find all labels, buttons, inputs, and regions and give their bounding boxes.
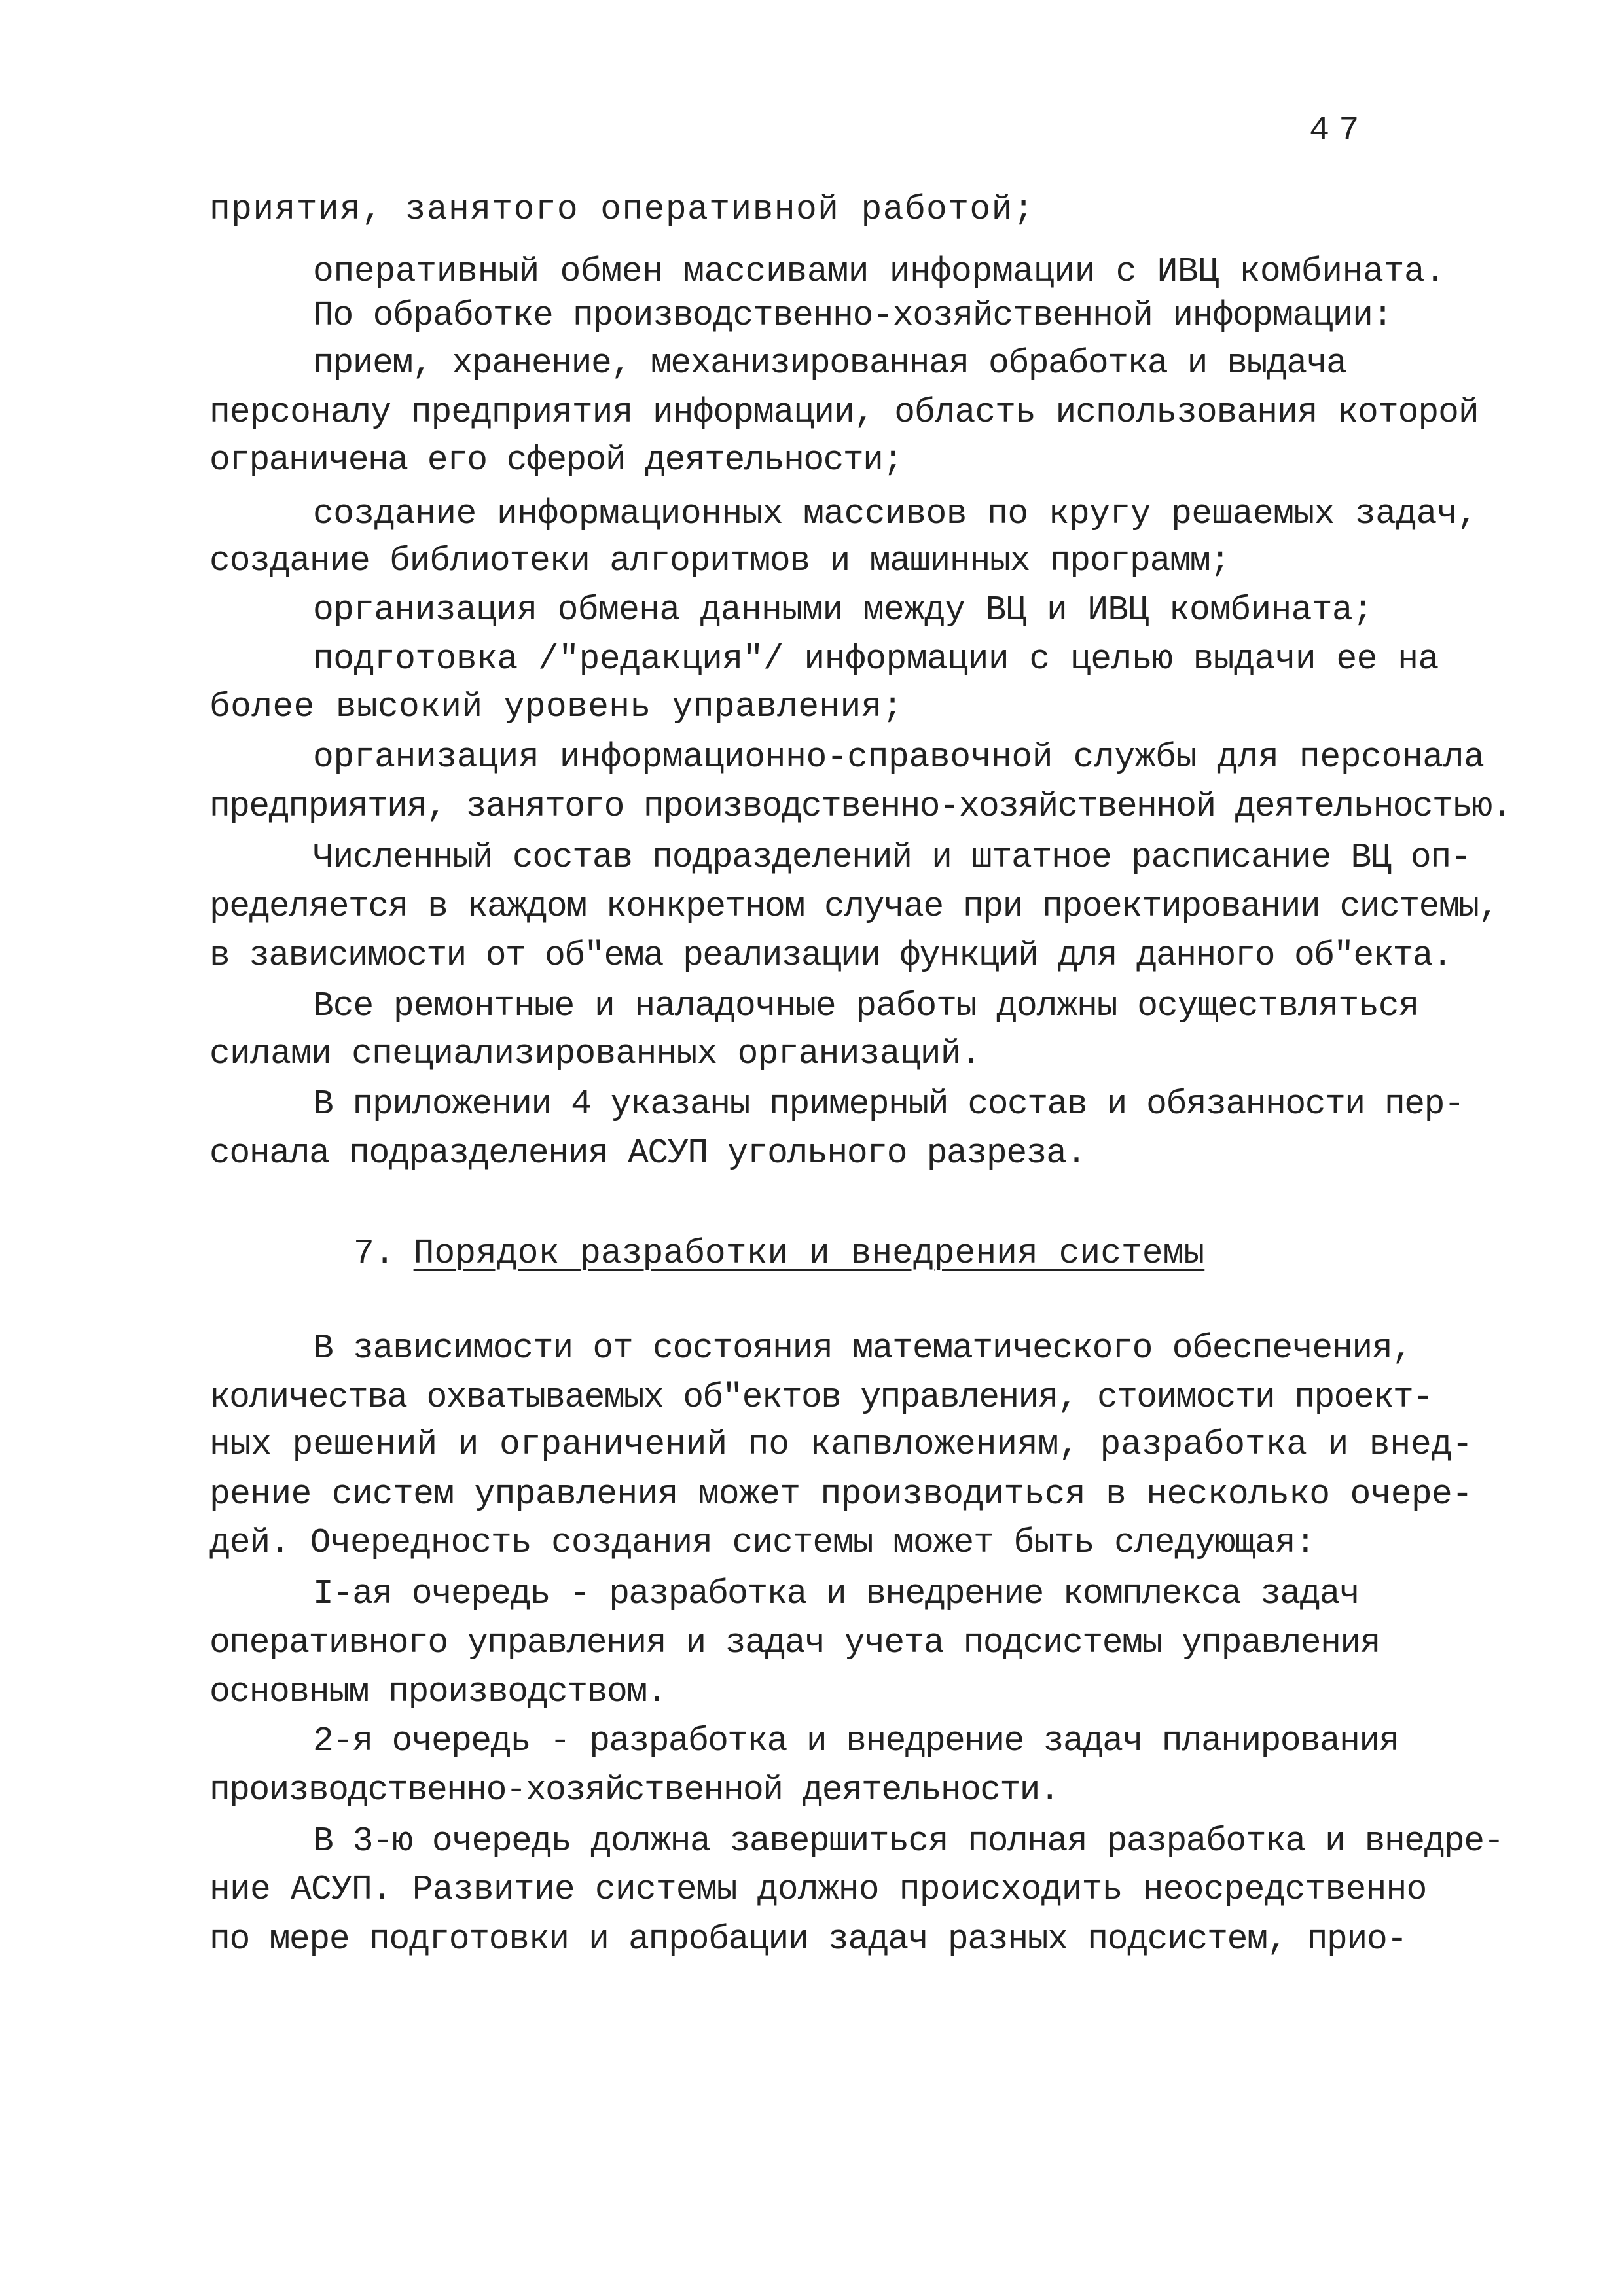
- text-line: Все ремонтные и наладочные работы должны осуществляться: [313, 986, 1419, 1026]
- text-line: в зависимости от об"ема реализации функций для данного об"екта.: [209, 936, 1453, 975]
- text-line: ние АСУП. Развитие системы должно происходить неосредственно: [209, 1870, 1427, 1909]
- page-number: 47: [1309, 111, 1369, 150]
- text-line: силами специализированных организаций.: [209, 1034, 981, 1073]
- text-line: В приложении 4 указаны примерный состав и обязанности пер-: [313, 1085, 1464, 1124]
- text-line: В 3-ю очередь должна завершиться полная разработка и внедре-: [313, 1821, 1504, 1861]
- text-line: оперативный обмен массивами информации с ИВЦ комбината.: [313, 252, 1445, 291]
- text-line: предприятия, занятого производственно-хозяйственной деятельностью.: [209, 787, 1511, 826]
- section-number: 7.: [353, 1234, 395, 1273]
- text-line: производственно-хозяйственной деятельности.: [209, 1770, 1060, 1810]
- section-title: Порядок разработки и внедрения системы: [413, 1234, 1205, 1273]
- text-line: дей. Очередность создания системы может быть следующая:: [209, 1523, 1316, 1562]
- text-line: создание библиотеки алгоритмов и машинных программ;: [209, 541, 1230, 581]
- text-line: организация обмена данными между ВЦ и ИВЦ комбината;: [313, 590, 1373, 630]
- text-line: ограничена его сферой деятельности;: [209, 440, 903, 480]
- text-line: персоналу предприятия информации, область использования которой: [209, 393, 1479, 432]
- text-line: рение систем управления может производиться в несколько очере-: [209, 1475, 1473, 1514]
- text-line: В зависимости от состояния математического обеспечения,: [313, 1329, 1413, 1368]
- text-line: создание информационных массивов по кругу решаемых задач,: [313, 494, 1478, 533]
- text-line: сонала подразделения АСУП угольного разреза.: [209, 1134, 1087, 1173]
- text-line: I-ая очередь - разработка и внедрение комплекса задач: [313, 1574, 1360, 1613]
- text-line: по мере подготовки и апробации задач разных подсистем, прио-: [209, 1920, 1407, 1959]
- text-line: более высокий уровень управления;: [209, 687, 903, 726]
- text-line: организация информационно-справочной службы для персонала: [313, 738, 1485, 777]
- text-line: По обработке производственно-хозяйственной информации:: [313, 296, 1393, 335]
- text-line: оперативного управления и задач учета подсистемы управления: [209, 1623, 1380, 1662]
- text-line: Численный состав подразделений и штатное расписание ВЦ оп-: [313, 838, 1471, 877]
- section-heading: [353, 1230, 1204, 1276]
- text-line: ределяется в каждом конкретном случае при проектировании системы,: [209, 887, 1498, 926]
- text-line: 2-я очередь - разработка и внедрение задач планирования: [313, 1721, 1399, 1761]
- text-line: ных решений и ограничений по капвложениям, разработка и внед-: [209, 1425, 1473, 1464]
- text-line: прием, хранение, механизированная обработка и выдача: [313, 344, 1346, 383]
- text-line: приятия, занятого оперативной работой;: [209, 190, 1035, 229]
- text-line: количества охватываемых об"ектов управления, стоимости проект-: [209, 1378, 1433, 1417]
- text-line: подготовка /"редакция"/ информации с целью выдачи ее на: [313, 639, 1439, 679]
- text-line: основным производством.: [209, 1672, 667, 1712]
